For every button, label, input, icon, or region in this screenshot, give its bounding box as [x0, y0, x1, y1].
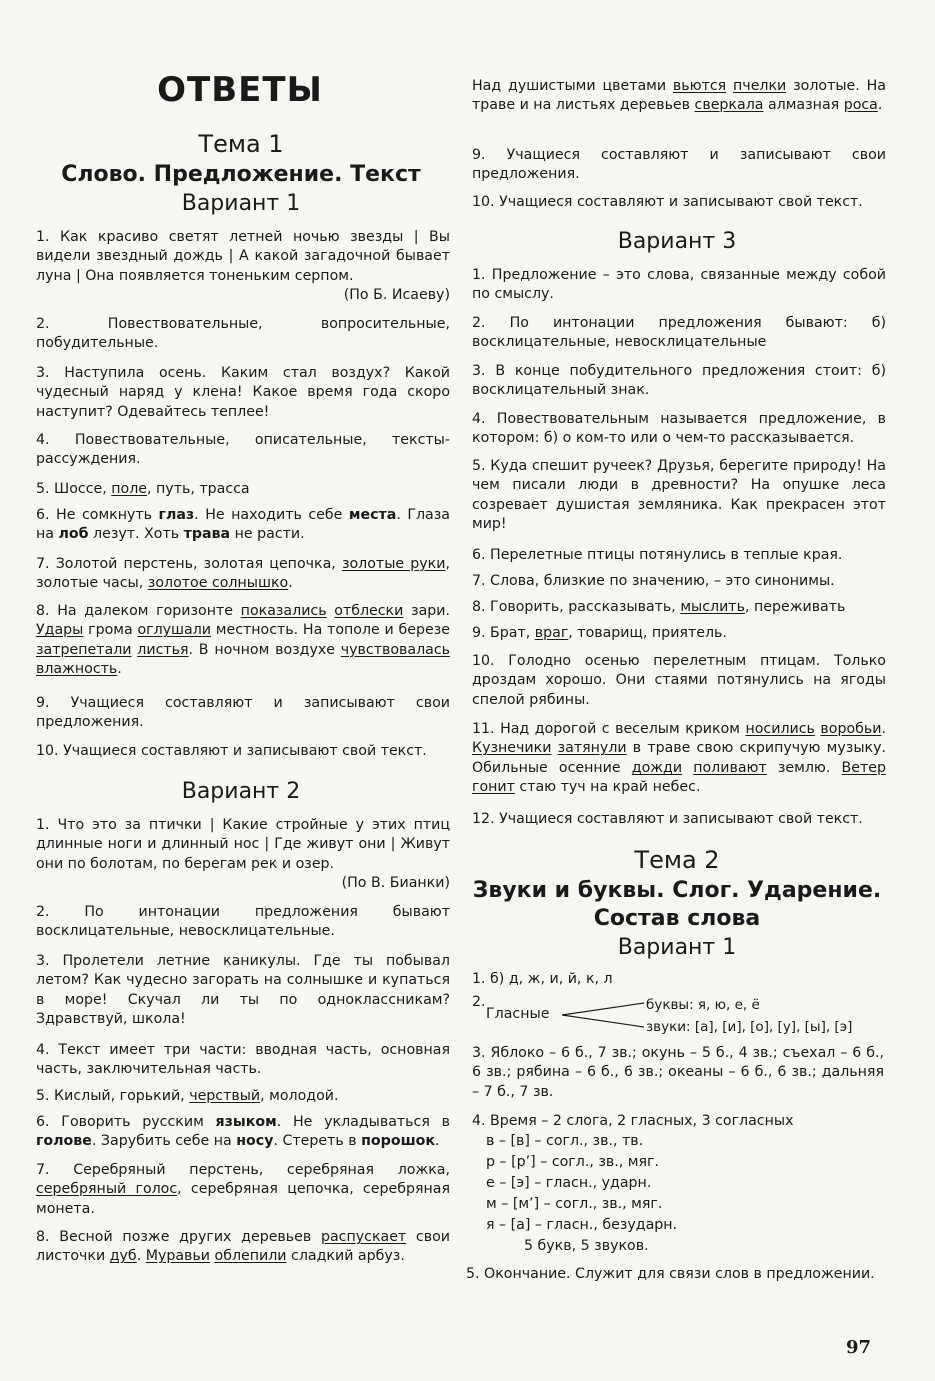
- answer-2-5: 5. Кислый, горький, черствый, молодой.: [36, 1088, 339, 1104]
- answer-1-8: 8. На далеком горизонте показались отблески зари. Удары грома оглушали местность. На тополе и березе затрепетали листья. В ночном воздухе чувствовалась влажность.: [36, 603, 451, 677]
- topic-2-title-line2: Состав слова: [593, 906, 761, 931]
- answer-t2-2-number: 2.: [472, 994, 486, 1010]
- answer-t2-4: 4. Время – 2 слога, 2 гласных, 3 согласных: [472, 1113, 794, 1129]
- phonetic-line: р – [р’] – согл., зв., мяг.: [486, 1154, 659, 1170]
- answer-1-2: 2. Повествовательные, вопросительные, побудительные.: [36, 316, 450, 352]
- answer-3-12: 12. Учащиеся составляют и записывают свой текст.: [472, 811, 863, 827]
- answer-2-4: 4. Текст имеет три части: вводная часть, основная часть, заключительная часть.: [36, 1042, 450, 1078]
- page-title: ОТВЕТЫ: [157, 70, 323, 110]
- topic-1-heading: Тема 1: [198, 130, 284, 158]
- phonetic-summary: 5 букв, 5 звуков.: [524, 1238, 649, 1254]
- answer-1-4: 4. Повествовательные, описательные, тексты-рассуждения.: [36, 432, 450, 468]
- answer-2-3: 3. Пролетели летние каникулы. Где ты побывал летом? Как чудесно загорать на солнышке и купаться в море! Скучал ли ты по одноклассникам? Здравствуй, школа!: [36, 953, 450, 1027]
- answer-2-2: 2. По интонации предложения бывают восклицательные, невосклицательные.: [36, 904, 450, 940]
- answer-3-4: 4. Повествовательным называется предложение, в котором: б) о ком-то или о чем-то рассказывается.: [472, 411, 886, 447]
- variant-1-heading: Вариант 1: [181, 191, 301, 216]
- answer-3-2: 2. По интонации предложения бывают: б) восклицательные, невосклицательные: [472, 315, 886, 351]
- answer-2-6: 6. Говорить русским языком. Не укладываться в голове. Зарубить себе на носу. Стереть в порошок.: [36, 1114, 450, 1150]
- answer-2-1: 1. Что это за птички | Какие стройные у этих птиц длинные ноги и длинный нос | Где живут они | Живут они по болотам, по берегам рек и озер. (По В. Бианки): [36, 816, 450, 893]
- phonetic-line: я – [а] – гласн., безударн.: [486, 1217, 678, 1233]
- answer-3-1: 1. Предложение – это слова, связанные между собой по смыслу.: [472, 267, 886, 303]
- answer-3-9: 9. Брат, враг, товарищ, приятель.: [472, 625, 727, 641]
- topic-1-title: Слово. Предложение. Текст: [61, 162, 421, 187]
- source-citation: (По В. Бианки): [341, 874, 450, 891]
- answer-t2-5: 5. Окончание. Служит для связи слов в предложении.: [466, 1266, 875, 1282]
- answer-t2-3: 3. Яблоко – 6 б., 7 зв.; окунь – 5 б., 4 зв.; съехал – 6 б., 6 зв.; рябина – 6 б., 6 зв.; океаны – 6 б., 6 зв.; дальняя – 7 б., 7 зв.: [472, 1045, 884, 1100]
- page-number: 97: [846, 1337, 872, 1358]
- answer-3-5: 5. Куда спешит ручеек? Друзья, берегите природу! На чем писали люди в древности? На опушке леса созревает душистая земляника. Как прекрасен этот мир!: [472, 458, 886, 532]
- answer-1-9: 9. Учащиеся составляют и записывают свои предложения.: [36, 695, 450, 731]
- answer-1-5: 5. Шоссе, поле, путь, трасса: [36, 481, 250, 497]
- answer-2-8-cont: Над душистыми цветами вьются пчелки золотые. На траве и на листьях деревьев сверкала алмазная роса.: [472, 78, 886, 114]
- answer-3-3: 3. В конце побудительного предложения стоит: б) восклицательный знак.: [472, 363, 886, 399]
- t2-variant-1-heading: Вариант 1: [617, 935, 737, 960]
- answer-1-6: 6. Не сомкнуть глаз. Не находить себе места. Глаза на лоб лезут. Хоть трава не расти.: [36, 507, 450, 543]
- answer-text: 1. Как красиво светят летней ночью звезды | Вы видели звездный дождь | А какой загадочной бывает луна | Она появляется тоненьким серпом.: [36, 229, 450, 284]
- topic-2-title-line1: Звуки и буквы. Слог. Ударение.: [472, 878, 882, 903]
- branch-arrows: [560, 998, 646, 1032]
- topic-2-heading: Тема 2: [634, 846, 720, 874]
- variant-2-heading: Вариант 2: [181, 779, 301, 804]
- answer-2-9: 9. Учащиеся составляют и записывают свои предложения.: [472, 147, 886, 183]
- source-citation: (По Б. Исаеву): [343, 286, 450, 303]
- variant-3-heading: Вариант 3: [617, 229, 737, 254]
- answer-3-6: 6. Перелетные птицы потянулись в теплые края.: [472, 547, 843, 563]
- vowels-sounds: звуки: [а], [и], [о], [у], [ы], [э]: [646, 1019, 853, 1035]
- underlined-word: поле: [111, 481, 148, 497]
- answer-1-1: [36, 228, 450, 305]
- answer-1-7: 7. Золотой перстень, золотая цепочка, золотые руки, золотые часы, золотое солнышко.: [36, 556, 450, 592]
- phonetic-line: в – [в] – согл., зв., тв.: [486, 1133, 644, 1149]
- answer-3-10: 10. Голодно осенью перелетным птицам. Только дроздам хорошо. Они стаями потянулись на ягоды спелой рябины.: [472, 653, 886, 708]
- answer-1-10: 10. Учащиеся составляют и записывают свой текст.: [36, 743, 427, 759]
- answer-3-7: 7. Слова, близкие по значению, – это синонимы.: [472, 573, 835, 589]
- answer-2-7: 7. Серебряный перстень, серебряная ложка, серебряный голос, серебряная цепочка, серебряная монета.: [36, 1162, 450, 1217]
- phonetic-line: е – [э] – гласн., ударн.: [486, 1175, 652, 1191]
- answer-t2-1: 1. б) д, ж, и, й, к, л: [472, 971, 613, 987]
- phonetic-line: м – [м’] – согл., зв., мяг.: [486, 1196, 663, 1212]
- answer-2-10: 10. Учащиеся составляют и записывают свой текст.: [472, 194, 863, 210]
- vowels-letters: буквы: я, ю, е, ё: [646, 997, 760, 1013]
- vowels-label: Гласные: [486, 1006, 550, 1022]
- answer-3-8: 8. Говорить, рассказывать, мыслить, переживать: [472, 599, 846, 615]
- answer-2-8: 8. Весной позже других деревьев распускает свои листочки дуб. Муравьи облепили сладкий арбуз.: [36, 1229, 450, 1265]
- answer-1-3: 3. Наступила осень. Каким стал воздух? Какой чудесный наряд у клена! Какое время года скоро наступит? Одевайтесь теплее!: [36, 365, 450, 420]
- answer-3-11: 11. Над дорогой с веселым криком носились воробьи. Кузнечики затянули в траве свою скрипучую музыку. Обильные осенние дожди поливают землю. Ветер гонит стаю туч на край небес.: [472, 721, 887, 795]
